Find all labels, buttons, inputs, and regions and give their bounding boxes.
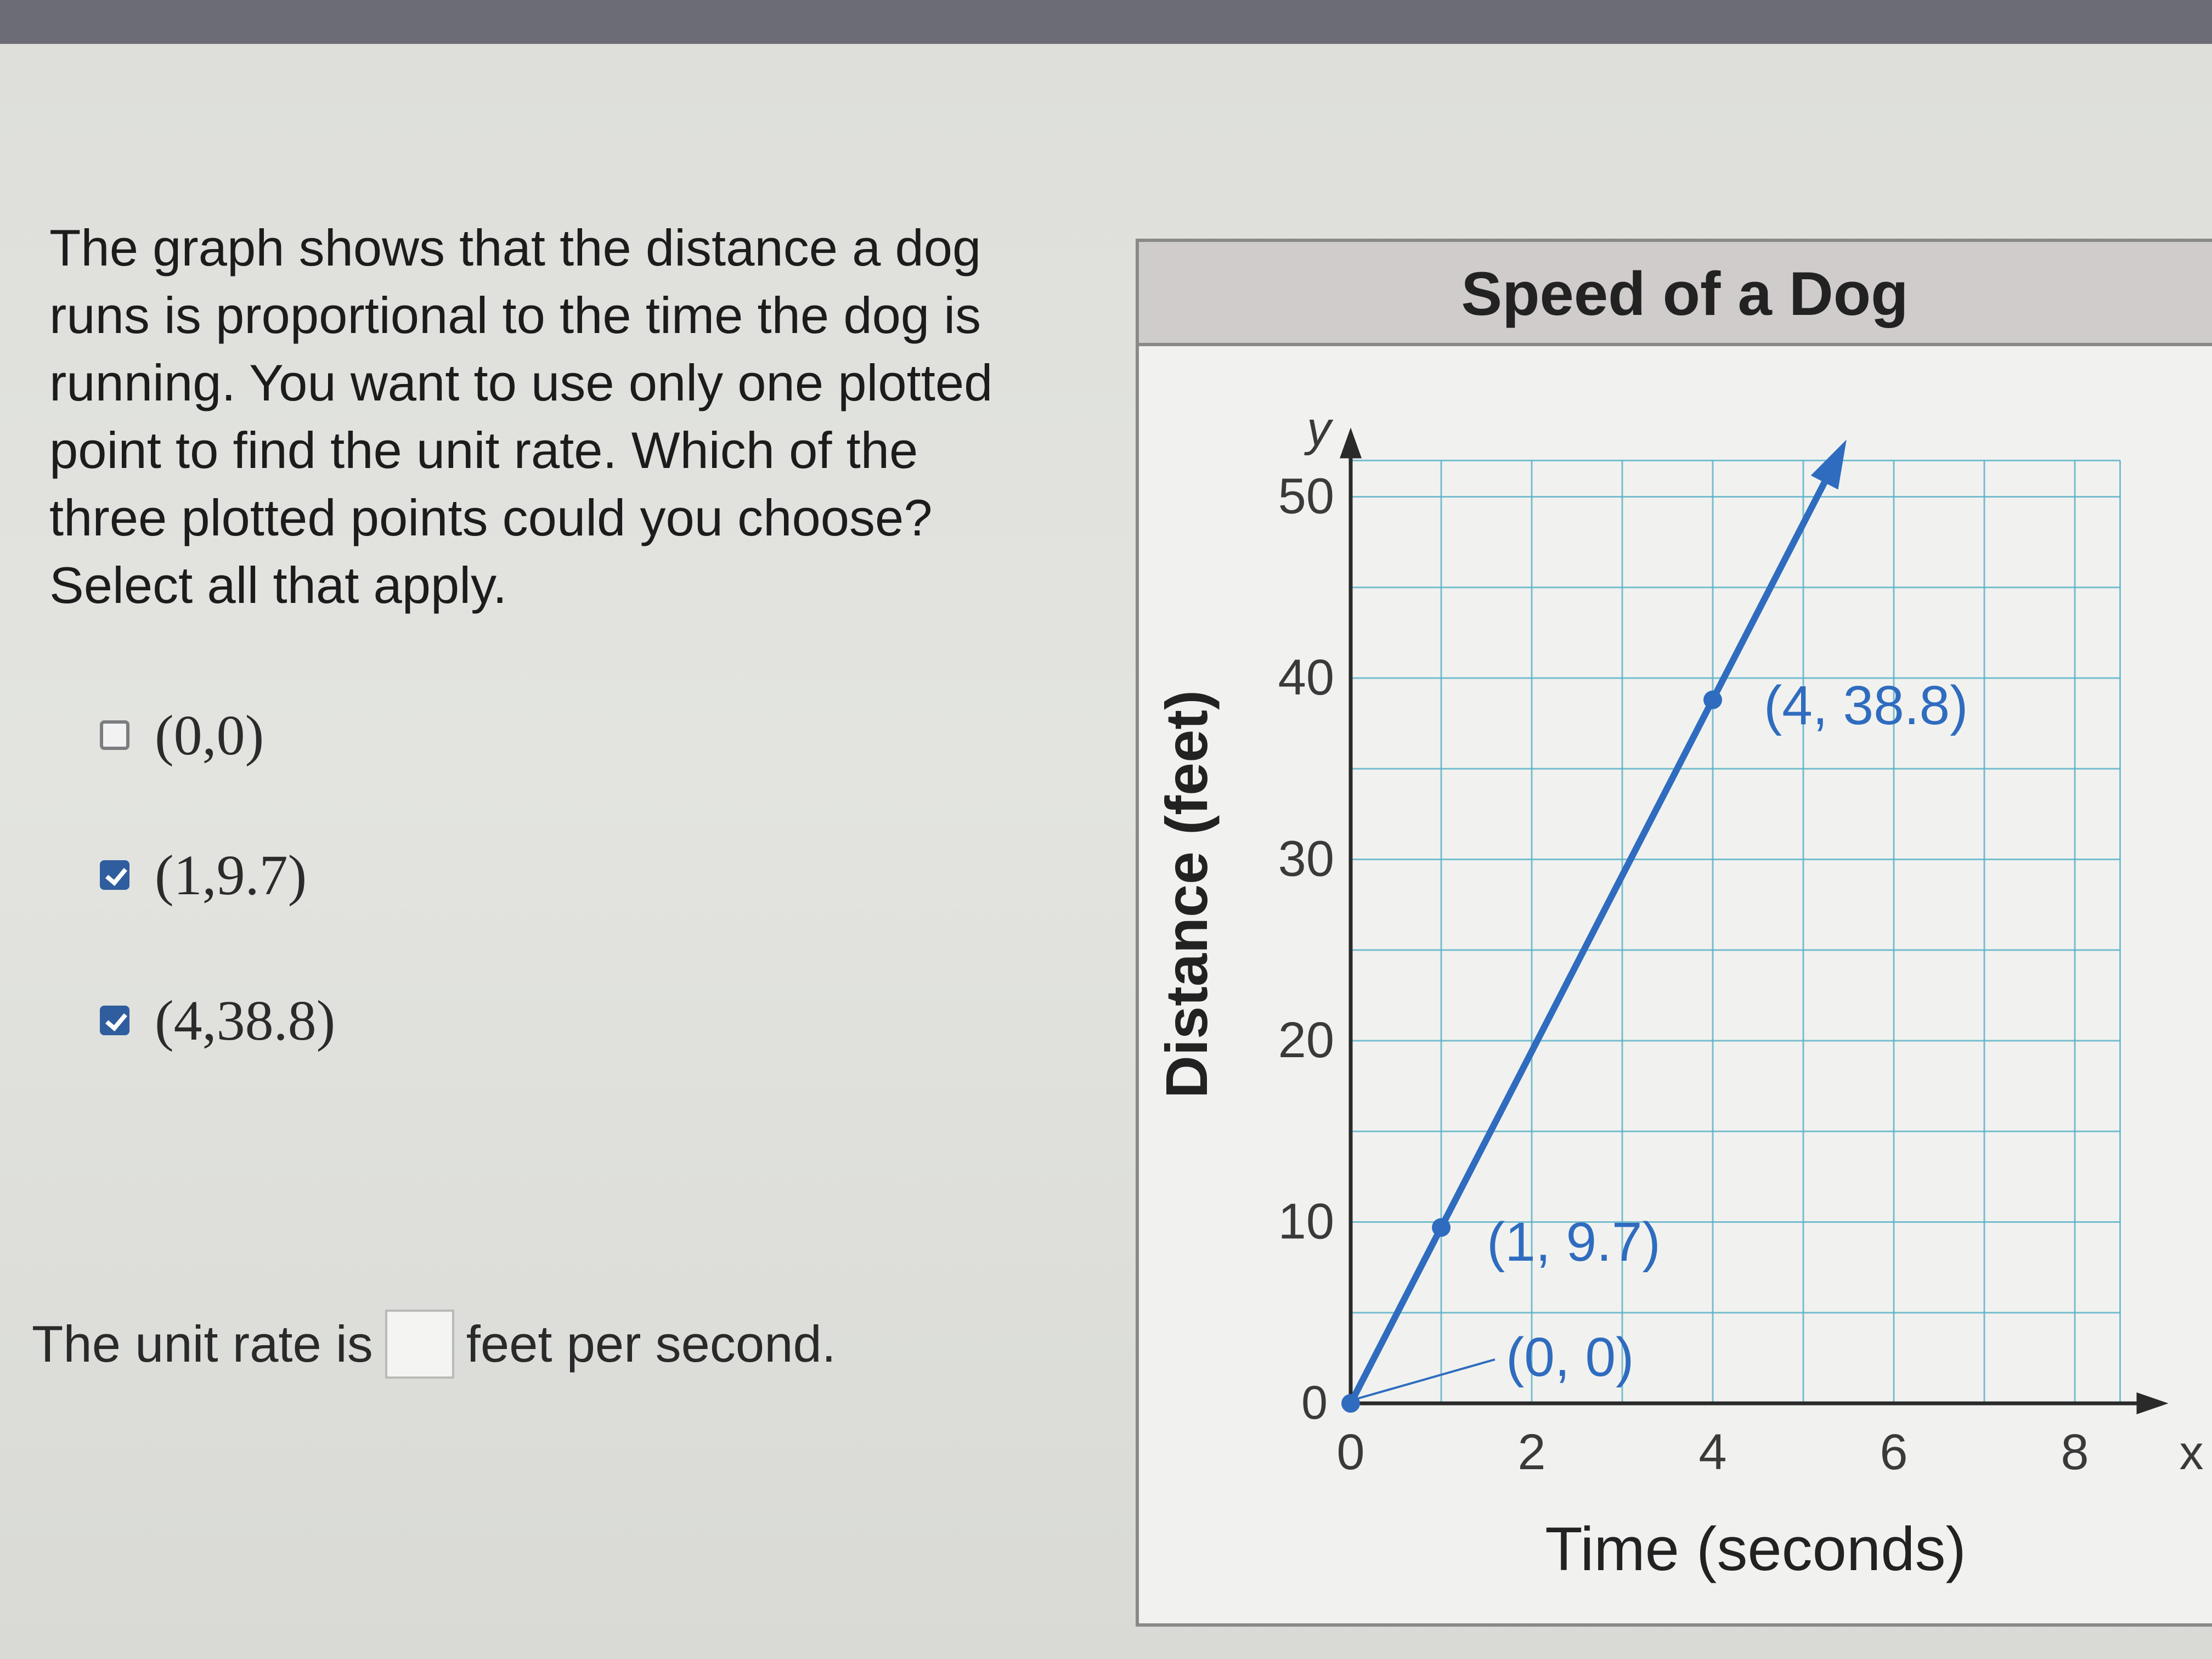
x-tick-label: 8	[2061, 1424, 2089, 1480]
y-axis-title: Distance (feet)	[1153, 690, 1220, 1099]
y-tick-label: 40	[1278, 650, 1334, 706]
answer-prefix: The unit rate is	[32, 1315, 373, 1373]
data-label: (4, 38.8)	[1764, 675, 1968, 736]
origin-label: 0	[1301, 1376, 1328, 1429]
y-tick-label: 30	[1278, 831, 1334, 887]
data-point	[1432, 1218, 1451, 1237]
answer-suffix: feet per second.	[466, 1315, 836, 1373]
x-axis-arrow-icon	[2137, 1392, 2169, 1414]
option-label: (4,38.8)	[155, 989, 336, 1052]
y-axis-arrow-icon	[1340, 427, 1362, 458]
data-label: (1, 9.7)	[1487, 1211, 1661, 1273]
question-text: The graph shows that the distance a dog runs is proportional to the time the dog is running. You want to use only one plotted point to find the unit rate. Which of the three plotted points could you choose? Select all that apply.	[49, 219, 993, 614]
x-axis-letter: x	[2179, 1425, 2204, 1480]
option-label: (1,9.7)	[155, 843, 307, 907]
series-line-arrow-icon	[1811, 439, 1847, 489]
y-axis-letter: y	[1307, 401, 1331, 456]
chart-title: Speed of a Dog	[1461, 259, 1909, 328]
x-tick-label: 6	[1880, 1424, 1908, 1480]
data-label: (0, 0)	[1506, 1327, 1634, 1388]
x-tick-label: 0	[1336, 1424, 1365, 1480]
y-tick-label: 50	[1278, 468, 1334, 524]
x-tick-label: 4	[1699, 1424, 1727, 1480]
y-tick-label: 20	[1278, 1012, 1334, 1068]
x-tick-label: 2	[1517, 1424, 1546, 1480]
x-axis-title: Time (seconds)	[1545, 1515, 1966, 1583]
data-point	[1341, 1394, 1360, 1413]
option-label: (0,0)	[155, 703, 264, 767]
data-label-leader	[1356, 1359, 1495, 1399]
data-point	[1703, 691, 1722, 709]
y-tick-label: 10	[1278, 1193, 1334, 1250]
